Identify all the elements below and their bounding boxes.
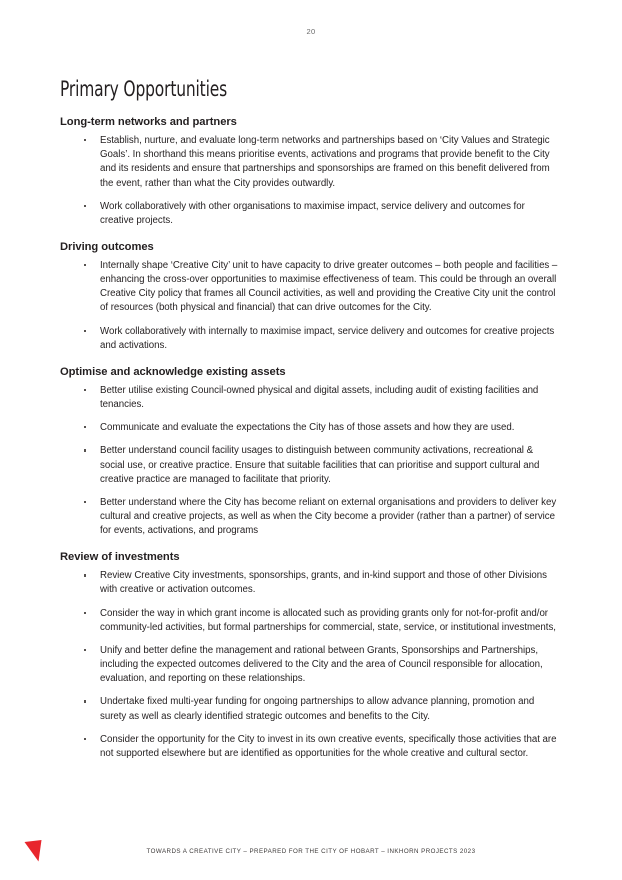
list-item-text: Better understand where the City has become reliant on external organisations and providers to deliver key cultural and creative projects, as well as when the City become a provider (rather than a partner) of service for events, activations, and programs bbox=[100, 496, 557, 537]
bullet-list bbox=[60, 259, 560, 353]
bullet-point-icon bbox=[84, 449, 86, 451]
section bbox=[60, 241, 560, 353]
list-item bbox=[60, 421, 560, 435]
list-item bbox=[60, 134, 560, 191]
section bbox=[60, 551, 560, 761]
list-item bbox=[60, 325, 560, 353]
bullet-list bbox=[60, 384, 560, 538]
list-item bbox=[60, 644, 560, 686]
list-item-text: Review Creative City investments, sponsorships, grants, and in-kind support and those of other Divisions with creative or activation outcomes. bbox=[100, 570, 547, 596]
list-item-text: Consider the opportunity for the City to invest in its own creative events, specifically those activities that are not supported elsewhere but are identified as opportunities for the whole creative and cultural sector. bbox=[100, 733, 557, 759]
list-item bbox=[60, 496, 560, 538]
list-item-text: Internally shape ‘Creative City’ unit to have capacity to drive greater outcomes – both people and facilities – enhancing the cross-over opportunities to maximise effectiveness of team. This could be through an overall Creative City policy that frames all Council activities, as well and providing the Creative City unit the control of resources (both physical and financial) that can drive outcomes for the City. bbox=[100, 259, 558, 314]
list-item bbox=[60, 384, 560, 412]
bullet-point-icon bbox=[84, 426, 86, 428]
list-item bbox=[60, 259, 560, 316]
section-heading: Review of investments bbox=[60, 551, 180, 564]
bullet-point-icon bbox=[84, 389, 86, 391]
bullet-point-icon bbox=[84, 738, 86, 740]
bullet-list bbox=[60, 134, 560, 228]
page-footer: TOWARDS A CREATIVE CITY – PREPARED FOR THE CITY OF HOBART – INKHORN PROJECTS 2023 bbox=[146, 848, 476, 855]
list-item bbox=[60, 444, 560, 486]
page-title: Primary Opportunities bbox=[60, 77, 228, 101]
list-item-text: Communicate and evaluate the expectations the City has of those assets and how they are used. bbox=[100, 422, 515, 434]
list-item-text: Work collaboratively with other organisations to maximise impact, service delivery and outcomes for creative projects. bbox=[100, 200, 525, 226]
bullet-point-icon bbox=[84, 612, 86, 614]
list-item-text: Consider the way in which grant income is allocated such as providing grants only for not-for-profit and/or community-led activities, but formal partnerships for commercial, state, service, or institutional investments, bbox=[100, 607, 556, 633]
bullet-point-icon bbox=[84, 649, 86, 651]
list-item bbox=[60, 569, 560, 597]
bullet-point-icon bbox=[84, 264, 86, 266]
sections-container bbox=[60, 116, 560, 761]
bullet-list bbox=[60, 569, 560, 761]
section bbox=[60, 116, 560, 228]
bullet-point-icon bbox=[84, 501, 86, 503]
bullet-point-icon bbox=[84, 205, 86, 207]
bullet-point-icon bbox=[84, 330, 86, 332]
section-heading: Driving outcomes bbox=[60, 240, 154, 253]
section bbox=[60, 366, 560, 538]
bullet-point-icon bbox=[84, 574, 86, 576]
bullet-point-icon bbox=[84, 139, 86, 141]
list-item-text: Undertake fixed multi-year funding for ongoing partnerships to allow advance planning, promotion and surety as well as clearly identified strategic outcomes and benefits to the City. bbox=[100, 696, 535, 722]
bullet-point-icon bbox=[84, 700, 86, 702]
page-content bbox=[60, 78, 560, 761]
list-item-text: Establish, nurture, and evaluate long-term networks and partnerships based on ‘City Values and Strategic Goals’. In shorthand this means prioritise events, activations and programs that provide benefit to the City and its residents and ensure that partnerships and sponsorships are framed on this benefit delivered from the event, rather than what the City provides outwardly. bbox=[100, 135, 550, 189]
list-item-text: Unify and better define the management and rational between Grants, Sponsorships and Partnerships, including the expected outcomes delivered to the City and the area of Council responsible for allocation, evaluation, and reporting on these relationships. bbox=[100, 644, 543, 685]
section-heading: Optimise and acknowledge existing assets bbox=[60, 365, 286, 378]
section-heading: Long-term networks and partners bbox=[60, 116, 237, 129]
list-item-text: Better utilise existing Council-owned physical and digital assets, including audit of existing facilities and tenancies. bbox=[100, 384, 539, 411]
list-item-text: Better understand council facility usages to distinguish between community activations, recreational & social use, or creative practice. Ensure that suitable facilities that can prioritise and support cultural and creative practice are managed to facilitate that priority. bbox=[100, 445, 540, 485]
list-item bbox=[60, 200, 560, 228]
list-item bbox=[60, 695, 560, 723]
list-item bbox=[60, 733, 560, 761]
list-item-text: Work collaboratively with internally to maximise impact, service delivery and outcomes for creative projects and activations. bbox=[100, 325, 555, 351]
list-item bbox=[60, 607, 560, 635]
page-number: 20 bbox=[306, 27, 316, 36]
